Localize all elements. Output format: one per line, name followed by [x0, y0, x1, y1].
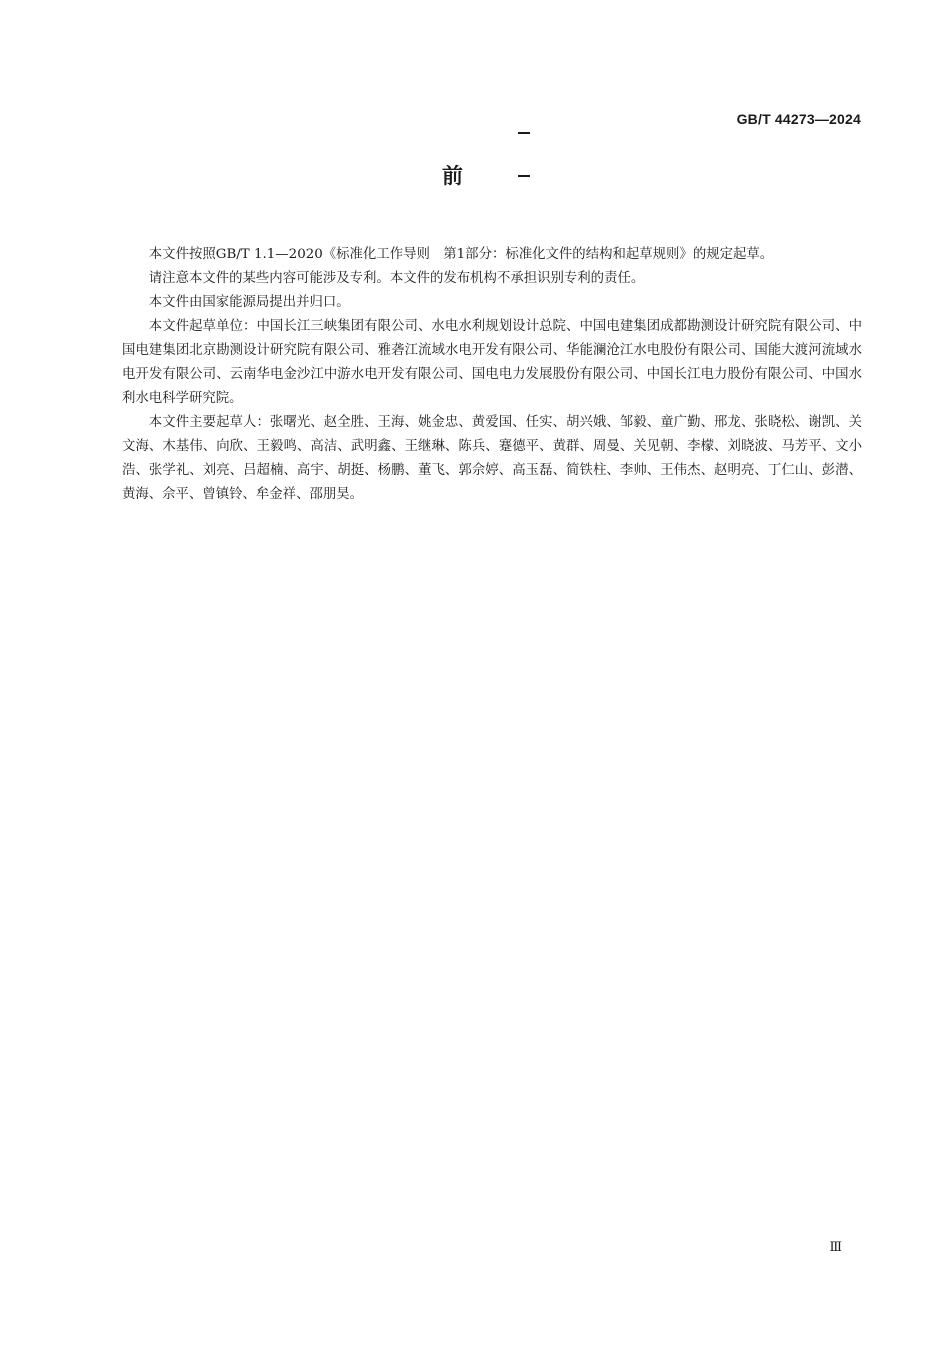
page-number: Ⅲ: [829, 1240, 842, 1255]
paragraph-drafting-rules: 本文件按照GB/T 1.1—2020《标准化工作导则 第1部分：标准化文件的结构和起草规则》的规定起草。: [148, 247, 774, 262]
title-mark-top: [518, 132, 530, 134]
page-title: [0, 160, 950, 200]
paragraph-patent-notice: 请注意本文件的某些内容可能涉及专利。本文件的发布机构不承担识别专利的责任。: [148, 271, 645, 286]
paragraph-proposer: 本文件由国家能源局提出并归口。: [148, 295, 350, 310]
paragraph-drafters: 本文件主要起草人：张曙光、赵全胜、王海、姚金忠、黄爱国、任实、胡兴娥、邹毅、童广勤、邢龙、张晓松、谢凯、关文海、木基伟、向欣、王毅鸣、高洁、武明鑫、王继琳、陈兵、蹇德平、黄群、周曼、关见朝、李檬、刘晓波、马芳平、文小浩、张学礼、刘亮、吕超楠、高宇、胡挺、杨鹏、董飞、郭佘婷、高玉磊、简铁柱、李帅、王伟杰、赵明亮、丁仁山、彭潜、黄海、佘平、曾镇铃、牟金祥、邵朋昊。: [122, 415, 862, 502]
title-char-1: 前: [442, 164, 463, 188]
paragraph-drafting-units: 本文件起草单位：中国长江三峡集团有限公司、水电水利规划设计总院、中国电建集团成都勘测设计研究院有限公司、中国电建集团北京勘测设计研究院有限公司、雅砻江流域水电开发有限公司、华能澜沧江水电股份有限公司、国能大渡河流域水电开发有限公司、云南华电金沙江中游水电开发有限公司、国电电力发展股份有限公司、中国长江电力股份有限公司、中国水利水电科学研究院。: [122, 319, 862, 406]
foreword-body: [122, 243, 862, 507]
standard-number: GB/T 44273—2024: [736, 111, 861, 127]
